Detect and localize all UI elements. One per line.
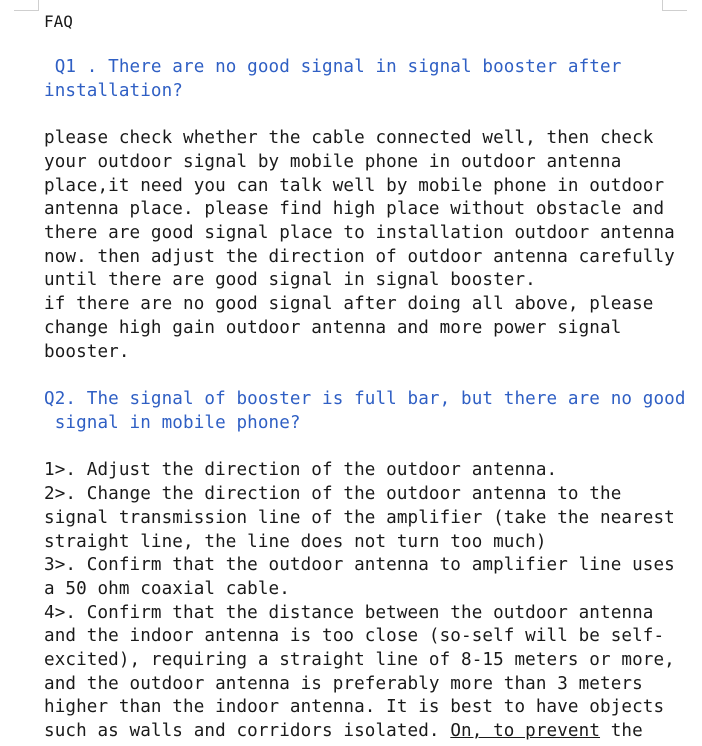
q1-answer-line: booster. [44, 341, 130, 362]
q1-question-line-1: Q1 . There are no good signal in signal booster after [44, 57, 622, 77]
margin-corner-mark-left [14, 0, 39, 11]
document-page [44, 10, 684, 744]
q2-answer-line: and the outdoor antenna is preferably more than 3 meters [44, 673, 643, 694]
spacer [44, 364, 684, 388]
q1-answer-line: if there are no good signal after doing all above, please [44, 294, 654, 315]
last-line-prefix: such as walls and corridors isolated. [44, 721, 451, 742]
q1-question-line-2: installation? [44, 80, 184, 101]
q2-answer-line: excited), requiring a straight line of 8-15 meters or more, [44, 650, 675, 671]
q2-answer-line: straight line, the line does not turn too much) [44, 531, 547, 552]
q2-question-line-1: Q2. The signal of booster is full bar, but there are no good [44, 389, 686, 410]
q2-answer-last-line [44, 720, 684, 744]
q1-answer-line: change high gain outdoor antenna and more power signal [44, 317, 622, 338]
q1-answer-line: until there are good signal in signal booster. [44, 270, 536, 291]
q2-answer-line: 2>. Change the direction of the outdoor antenna to the [44, 484, 622, 505]
q1-answer-line: please check whether the cable connected well, then check [44, 128, 654, 149]
q2-answer-line: 4>. Confirm that the distance between the outdoor antenna [44, 602, 654, 623]
page-heading: FAQ [44, 12, 73, 31]
q2-answer [44, 459, 684, 743]
q1-answer-line: antenna place. please find high place without obstacle and [44, 199, 665, 220]
spacer [44, 103, 684, 127]
q1-answer-line: place,it need you can talk well by mobile phone in outdoor [44, 175, 665, 196]
q2-answer-line: 3>. Confirm that the outdoor antenna to amplifier line uses [44, 555, 675, 576]
q1-answer-line: now. then adjust the direction of outdoor antenna carefully [44, 246, 675, 267]
last-line-suffix: the [600, 721, 643, 742]
q2-answer-line: 1>. Adjust the direction of the outdoor antenna. [44, 460, 558, 481]
q1-answer-line: your outdoor signal by mobile phone in outdoor antenna [44, 151, 622, 172]
q2-answer-line: higher than the indoor antenna. It is best to have objects [44, 697, 665, 718]
q1-answer-line: there are good signal place to installation outdoor antenna [44, 223, 675, 243]
q2-answer-line: and the indoor antenna is too close (so-self will be self- [44, 626, 665, 647]
q2-answer-line: signal transmission line of the amplifier (take the nearest [44, 507, 675, 528]
q2-answer-line: a 50 ohm coaxial cable. [44, 578, 290, 599]
q2-question-line-2: signal in mobile phone? [44, 412, 301, 433]
q1-answer [44, 127, 684, 364]
underlined-phrase: On, to prevent [450, 721, 601, 742]
spacer [44, 34, 684, 56]
spacer [44, 435, 684, 459]
